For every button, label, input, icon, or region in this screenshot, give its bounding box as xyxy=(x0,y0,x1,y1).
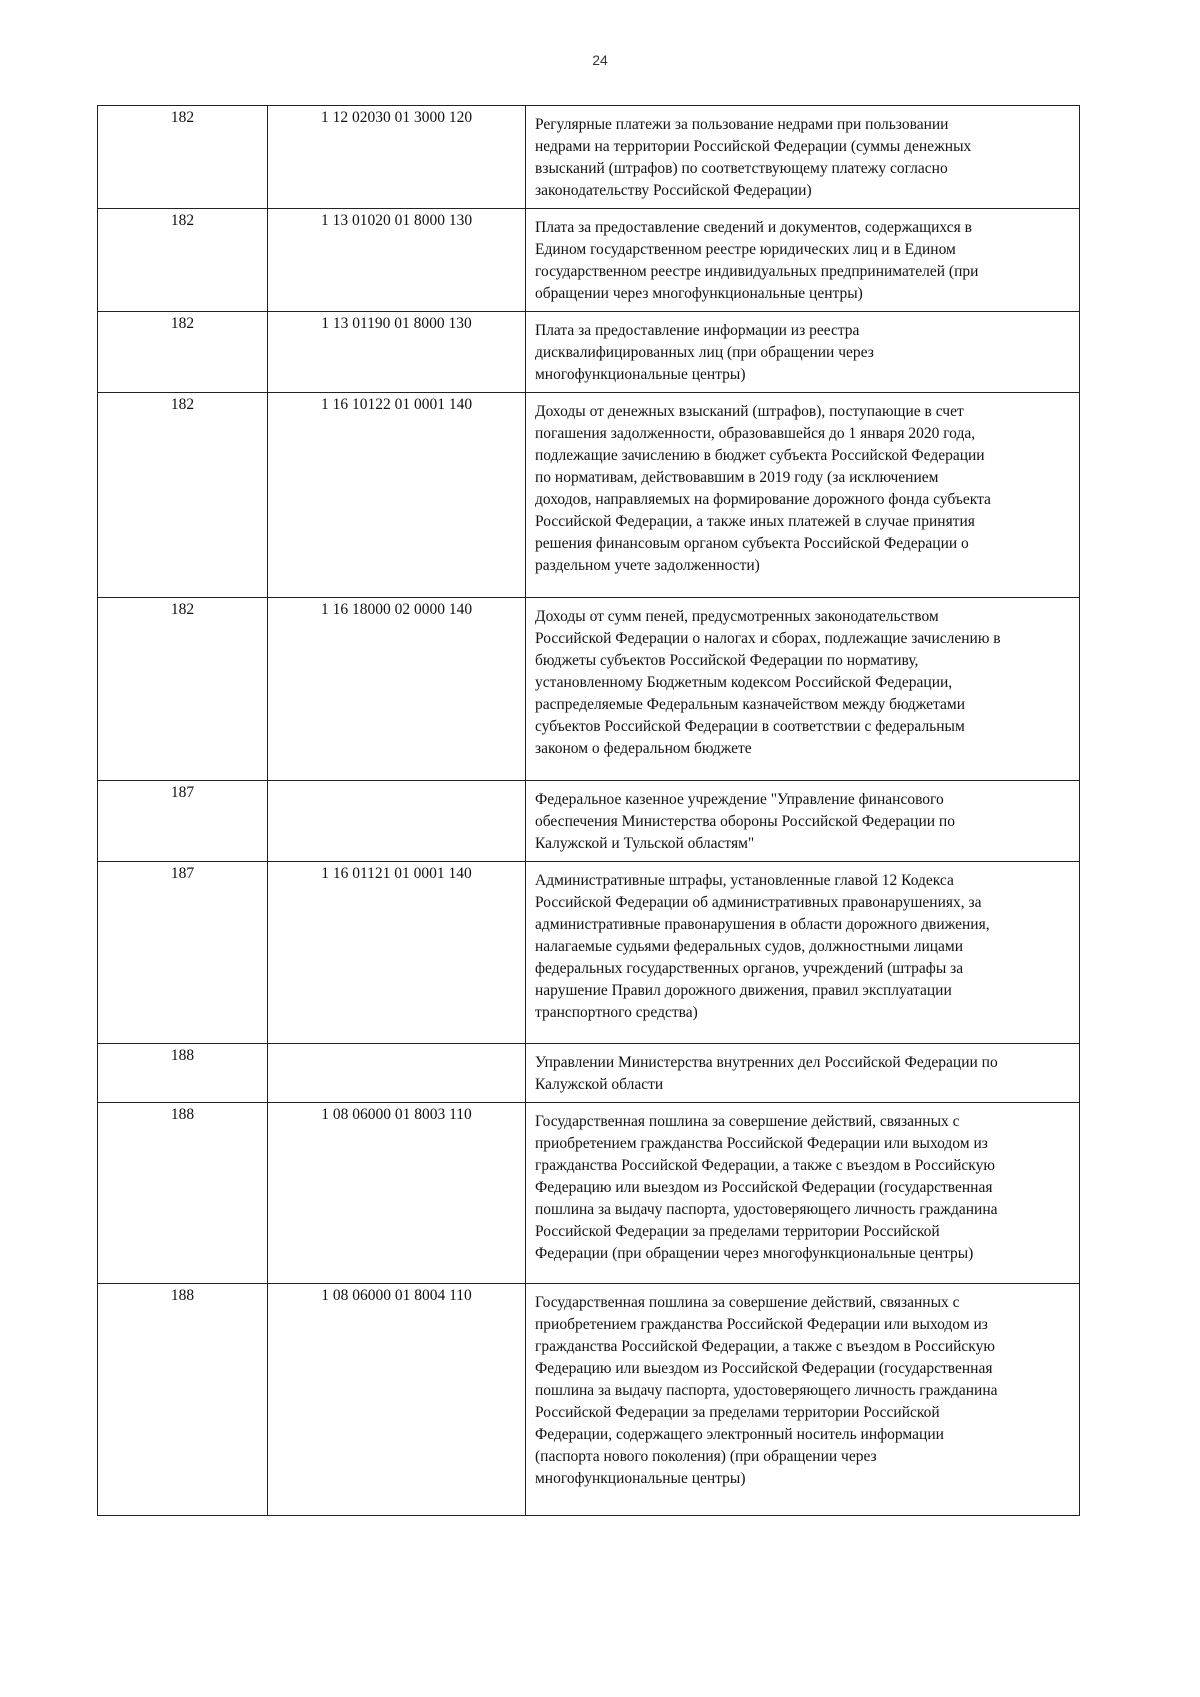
revenue-name-text: Регулярные платежи за пользование недрами при пользовании недрами на территории Российской Федерации (суммы денежных взысканий (штрафов) по соответствующему платежу согласно законодательству Российской Федерации) xyxy=(535,116,972,199)
admin-code-cell: 188 xyxy=(98,1284,268,1516)
admin-code-cell: 182 xyxy=(98,598,268,781)
budget-code-cell xyxy=(268,1044,526,1103)
revenue-name-cell xyxy=(526,1044,1080,1103)
revenue-name-text: Государственная пошлина за совершение действий, связанных с приобретением гражданства Российской Федерации или выходом из гражданства Российской Федерации, а также с въездом в Российскую Федерацию или выездом из Российской Федерации (государственная пошлина за выдачу паспорта, удостоверяющего личность гражданина Российской Федерации за пределами территории Российской Федерации, содержащего электронный носитель информации (паспорта нового поколения) (при обращении через многофункциональные центры) xyxy=(535,1294,998,1487)
admin-code-cell: 182 xyxy=(98,209,268,312)
revenue-name-text: Плата за предоставление информации из реестра дисквалифицированных лиц (при обращении через многофункциональные центры) xyxy=(535,322,874,383)
revenue-name-text: Управлении Министерства внутренних дел Российской Федерации по Калужской области xyxy=(535,1054,998,1093)
revenue-name-text: Государственная пошлина за совершение действий, связанных с приобретением гражданства Российской Федерации или выходом из гражданства Российской Федерации, а также с въездом в Российскую Федерацию или выездом из Российской Федерации (государственная пошлина за выдачу паспорта, удостоверяющего личность гражданина Российской Федерации за пределами территории Российской Федерации (при обращении через многофункциональные центры) xyxy=(535,1113,998,1262)
budget-code-cell: 1 13 01190 01 8000 130 xyxy=(268,312,526,393)
budget-code-cell: 1 08 06000 01 8004 110 xyxy=(268,1284,526,1516)
revenue-codes-table xyxy=(97,105,1080,1516)
admin-code-cell: 187 xyxy=(98,781,268,862)
revenue-name-cell xyxy=(526,209,1080,312)
revenue-name-cell xyxy=(526,1284,1080,1516)
admin-code-cell: 188 xyxy=(98,1103,268,1284)
table-row xyxy=(98,106,1080,209)
revenue-name-cell xyxy=(526,106,1080,209)
table-row xyxy=(98,209,1080,312)
revenue-name-text: Доходы от денежных взысканий (штрафов), поступающие в счет погашения задолженности, образовавшейся до 1 января 2020 года, подлежащие зачислению в бюджет субъекта Российской Федерации по нормативам, действовавшим в 2019 году (за исключением доходов, направляемых на формирование дорожного фонда субъекта Российской Федерации, а также иных платежей в случае принятия решения финансовым органом субъекта Российской Федерации о раздельном учете задолженности) xyxy=(535,403,991,574)
budget-code-cell: 1 16 18000 02 0000 140 xyxy=(268,598,526,781)
table-row xyxy=(98,1044,1080,1103)
budget-code-cell: 1 16 10122 01 0001 140 xyxy=(268,393,526,598)
revenue-name-text: Плата за предоставление сведений и документов, содержащихся в Едином государственном реестре юридических лиц и в Едином государственном реестре индивидуальных предпринимателей (при обращении через многофункциональные центры) xyxy=(535,219,979,302)
budget-code-cell xyxy=(268,781,526,862)
admin-code-cell: 182 xyxy=(98,393,268,598)
table-row xyxy=(98,862,1080,1044)
revenue-name-cell xyxy=(526,312,1080,393)
budget-code-cell: 1 08 06000 01 8003 110 xyxy=(268,1103,526,1284)
admin-code-cell: 182 xyxy=(98,106,268,209)
revenue-name-cell xyxy=(526,598,1080,781)
revenue-name-cell xyxy=(526,1103,1080,1284)
table-row xyxy=(98,393,1080,598)
table-row xyxy=(98,1103,1080,1284)
table-row xyxy=(98,781,1080,862)
admin-code-cell: 188 xyxy=(98,1044,268,1103)
revenue-name-text: Доходы от сумм пеней, предусмотренных законодательством Российской Федерации о налогах и сборах, подлежащие зачислению в бюджеты субъектов Российской Федерации по нормативу, установленному Бюджетным кодексом Российской Федерации, распределяемые Федеральным казначейством между бюджетами субъектов Российской Федерации в соответствии с федеральным законом о федеральном бюджете xyxy=(535,608,1001,757)
budget-code-cell: 1 12 02030 01 3000 120 xyxy=(268,106,526,209)
table-row xyxy=(98,312,1080,393)
budget-code-cell: 1 13 01020 01 8000 130 xyxy=(268,209,526,312)
revenue-name-cell xyxy=(526,393,1080,598)
revenue-name-text: Административные штрафы, установленные главой 12 Кодекса Российской Федерации об административных правонарушениях, за административные правонарушения в области дорожного движения, налагаемые судьями федеральных судов, должностными лицами федеральных государственных органов, учреждений (штрафы за нарушение Правил дорожного движения, правил эксплуатации транспортного средства) xyxy=(535,872,990,1021)
table-row xyxy=(98,598,1080,781)
revenue-name-cell xyxy=(526,862,1080,1044)
admin-code-cell: 182 xyxy=(98,312,268,393)
table-row xyxy=(98,1284,1080,1516)
budget-code-cell: 1 16 01121 01 0001 140 xyxy=(268,862,526,1044)
admin-code-cell: 187 xyxy=(98,862,268,1044)
page-number: 24 xyxy=(592,52,608,68)
revenue-name-text: Федеральное казенное учреждение "Управление финансового обеспечения Министерства обороны Российской Федерации по Калужской и Тульской областям" xyxy=(535,791,955,852)
revenue-name-cell xyxy=(526,781,1080,862)
